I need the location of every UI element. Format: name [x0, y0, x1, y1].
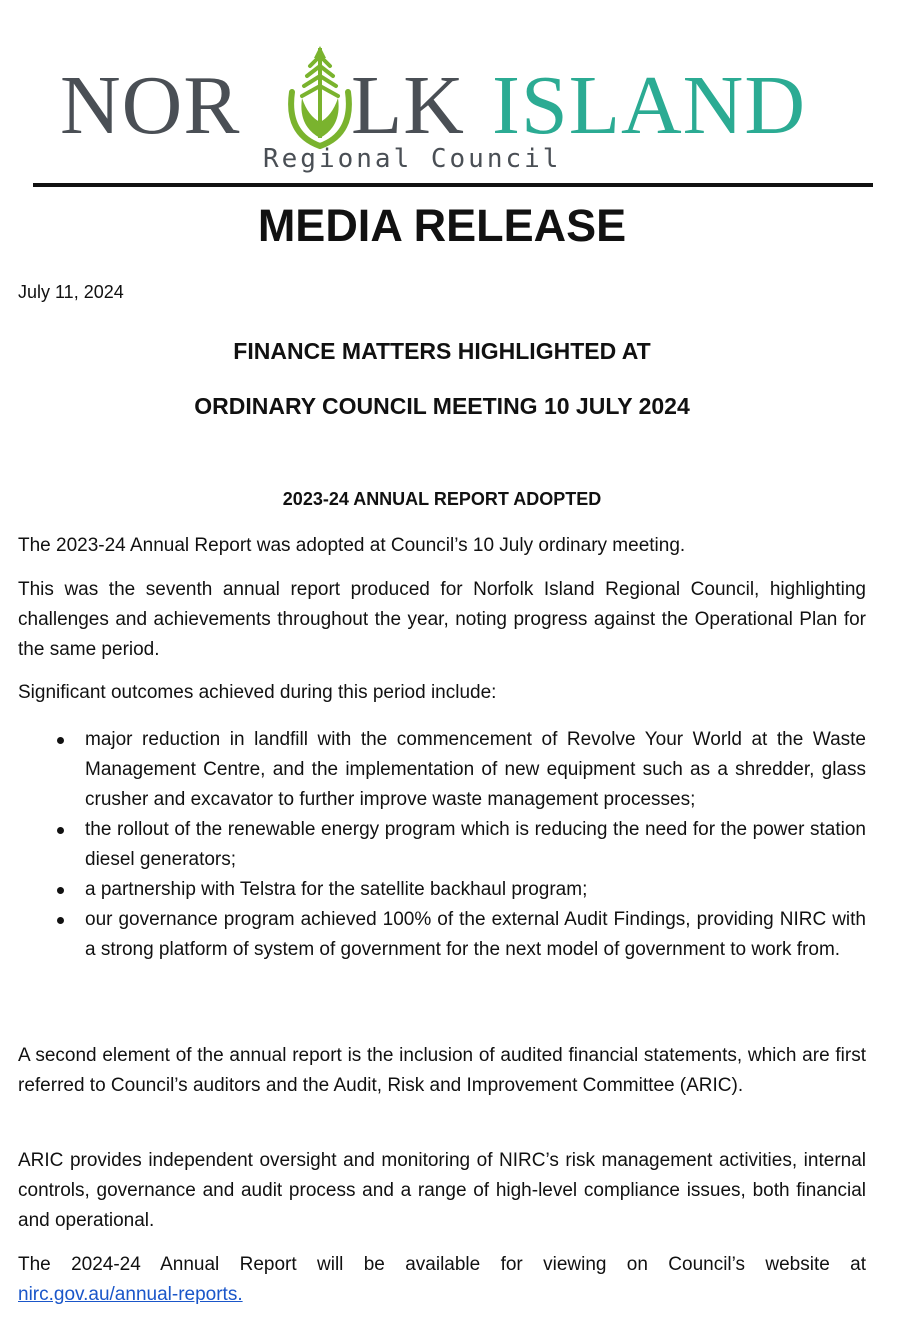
paragraph-outcomes-intro: Significant outcomes achieved during this period include: — [18, 682, 497, 703]
list-item — [0, 815, 866, 875]
logo-subtitle: Regional Council — [263, 144, 562, 174]
list-item — [0, 725, 866, 815]
list-item-text: major reduction in landfill with the commencement of Revolve Your World at the Waste Management Centre, and the implementation of new equipment such as a shredder, glass crusher and excavator to further improve waste management processes; — [85, 729, 866, 810]
annual-reports-link[interactable]: nirc.gov.au/annual-reports. — [18, 1284, 243, 1305]
list-item-text: the rollout of the renewable energy program which is reducing the need for the power station diesel generators; — [85, 819, 866, 870]
logo-text-lk: LK — [351, 59, 465, 152]
logo-text-nor: NOR — [60, 59, 241, 152]
bullet-icon — [57, 917, 64, 924]
list-item — [0, 905, 866, 965]
bullet-icon — [57, 737, 64, 744]
headline-line-1: FINANCE MATTERS HIGHLIGHTED AT — [233, 338, 651, 364]
logo-text-island: ISLAND — [492, 59, 806, 152]
pine-tree-icon — [280, 42, 360, 152]
list-item — [0, 875, 866, 905]
release-date: July 11, 2024 — [18, 282, 124, 302]
page-title: MEDIA RELEASE — [257, 200, 627, 251]
headline-line-2: ORDINARY COUNCIL MEETING 10 JULY 2024 — [194, 393, 690, 419]
norfolk-island-logo — [60, 40, 806, 180]
header-divider — [33, 183, 873, 187]
list-item-text: our governance program achieved 100% of the external Audit Findings, providing NIRC with a strong platform of system of government for the next model of government to work from. — [85, 909, 866, 960]
bullet-icon — [57, 887, 64, 894]
paragraph-seventh-report: This was the seventh annual report produced for Norfolk Island Regional Council, highlighting challenges and achievements throughout the year, noting progress against the Operational Plan for the same period. — [18, 579, 866, 660]
paragraph-aric: ARIC provides independent oversight and monitoring of NIRC’s risk management activities, internal controls, governance and audit process and a range of high-level compliance issues, both financial and operational. — [18, 1150, 866, 1231]
paragraph-financial-statements: A second element of the annual report is the inclusion of audited financial statements, which are first referred to Council’s auditors and the Audit, Risk and Improvement Committee (ARIC). — [18, 1045, 866, 1096]
paragraph-availability: The 2024-24 Annual Report will be available for viewing on Council’s website at — [18, 1254, 866, 1275]
list-item-text: a partnership with Telstra for the satellite backhaul program; — [85, 879, 588, 900]
paragraph-adopted: The 2023-24 Annual Report was adopted at Council’s 10 July ordinary meeting. — [18, 535, 686, 556]
bullet-icon — [57, 827, 64, 834]
section-heading: 2023-24 ANNUAL REPORT ADOPTED — [282, 489, 602, 509]
outcomes-list — [0, 725, 880, 965]
link-line — [18, 1280, 243, 1310]
